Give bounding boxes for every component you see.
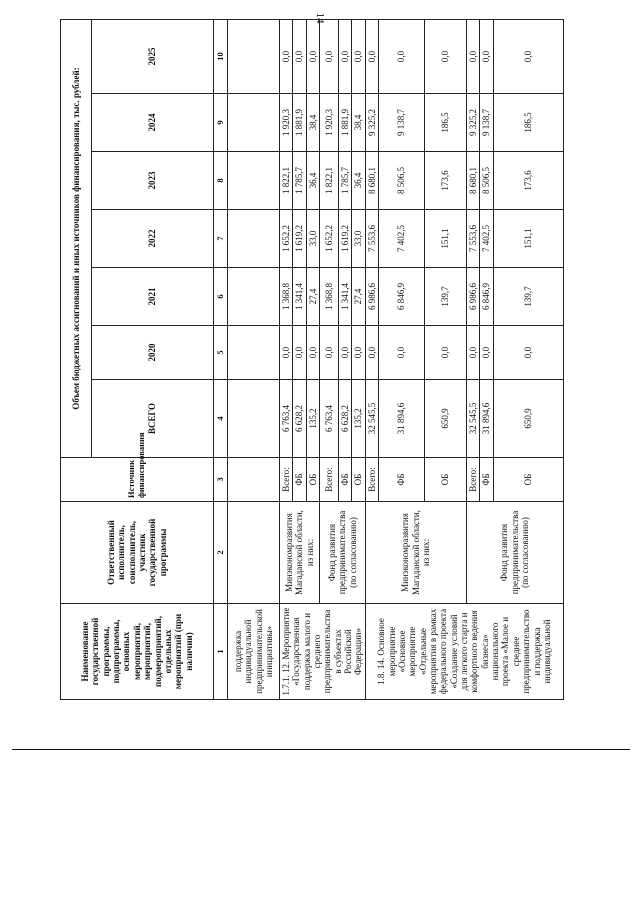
column-number: 7 — [214, 210, 228, 268]
value-cell: 6 763,4 — [280, 380, 293, 458]
header-year-total: ВСЕГО — [91, 380, 213, 458]
value-cell: 7 553,6 — [467, 210, 480, 268]
value-cell: 0,0 — [467, 326, 480, 380]
source-cell: ОБ — [352, 458, 365, 502]
column-number: 5 — [214, 326, 228, 380]
value-cell: 0,0 — [306, 326, 319, 380]
header-year-2020: 2020 — [91, 326, 213, 380]
value-cell: 32 545,5 — [365, 380, 378, 458]
row-name-cell: 1.8. 14. Основное мероприятие «Основное мероприятие «Отдельные мероприятия в рамках федерального проекта «Создание условий для легкого старта и комфортного ведения бизнеса» национального проекта «Малое и среднее предпринимательство и поддержка индивидуальной — [365, 604, 563, 700]
value-cell: 0,0 — [493, 19, 563, 93]
executor-cell: Фонд развития предпринимательства (по согласованию) — [320, 502, 366, 604]
horizontal-rule — [12, 749, 630, 750]
value-cell: 0,0 — [480, 19, 493, 93]
value-cell: 6 846,9 — [480, 268, 493, 326]
value-cell: 0,0 — [293, 326, 306, 380]
column-number: 9 — [214, 94, 228, 152]
value-cell: 139,7 — [425, 268, 467, 326]
executor-cell: Фонд развития предпринимательства (по согласованию) — [467, 502, 564, 604]
value-cell: 173,6 — [425, 152, 467, 210]
value-cell: 1 652,2 — [280, 210, 293, 268]
value-cell: 8 506,5 — [480, 152, 493, 210]
value-cell: 0,0 — [379, 326, 425, 380]
row-name-cell: 1.7.1. 12. Мероприятие «Государственная поддержка малого и среднего предпринимательства в субъектах Российской Федерации» — [280, 604, 366, 700]
value-cell: 27,4 — [306, 268, 319, 326]
value-cell: 36,4 — [352, 152, 365, 210]
page-number: 14 — [314, 12, 326, 24]
source-cell: ФБ — [293, 458, 306, 502]
value-cell: 6 763,4 — [320, 380, 339, 458]
value-cell: 1 368,8 — [280, 268, 293, 326]
value-cell: 7 402,5 — [480, 210, 493, 268]
value-cell: 0,0 — [320, 326, 339, 380]
source-cell: ОБ — [493, 458, 563, 502]
value-cell: 1 619,2 — [339, 210, 352, 268]
value-cell: 9 325,2 — [467, 94, 480, 152]
header-year-2021: 2021 — [91, 268, 213, 326]
value-cell: 32 545,5 — [467, 380, 480, 458]
value-cell: 135,2 — [306, 380, 319, 458]
value-cell: 186,5 — [493, 94, 563, 152]
value-cell: 1 822,1 — [280, 152, 293, 210]
column-number: 6 — [214, 268, 228, 326]
value-cell: 9 138,7 — [379, 94, 425, 152]
value-cell: 0,0 — [352, 326, 365, 380]
header-year-2023: 2023 — [91, 152, 213, 210]
value-cell: 0,0 — [352, 19, 365, 93]
row-name-cell: поддержка индивидуальной предпринимательской инициативы» — [228, 604, 280, 700]
source-cell: Всего: — [280, 458, 293, 502]
value-cell: 0,0 — [493, 326, 563, 380]
value-cell: 0,0 — [379, 19, 425, 93]
value-cell: 0,0 — [425, 19, 467, 93]
table-row — [320, 19, 339, 699]
value-cell: 1 341,4 — [339, 268, 352, 326]
value-cell: 1 368,8 — [320, 268, 339, 326]
value-cell: 8 680,1 — [365, 152, 378, 210]
value-cell: 0,0 — [365, 19, 378, 93]
value-cell: 173,6 — [493, 152, 563, 210]
value-cell: 0,0 — [425, 326, 467, 380]
value-cell: 151,1 — [493, 210, 563, 268]
value-cell: 0,0 — [480, 326, 493, 380]
value-cell: 8 506,5 — [379, 152, 425, 210]
value-cell: 7 553,6 — [365, 210, 378, 268]
value-cell: 151,1 — [425, 210, 467, 268]
table-row — [365, 19, 378, 699]
executor-cell: Минэкономразвития Магаданской области, из них: — [365, 502, 466, 604]
header-year-2024: 2024 — [91, 94, 213, 152]
value-cell: 0,0 — [280, 19, 293, 93]
value-cell: 9 325,2 — [365, 94, 378, 152]
value-cell: 27,4 — [352, 268, 365, 326]
funding-table — [60, 19, 564, 700]
value-cell: 1 341,4 — [293, 268, 306, 326]
column-number: 4 — [214, 380, 228, 458]
source-cell: Всего: — [365, 458, 378, 502]
value-cell: 38,4 — [352, 94, 365, 152]
value-cell: 1 822,1 — [320, 152, 339, 210]
column-number: 3 — [214, 458, 228, 502]
value-cell: 0,0 — [467, 19, 480, 93]
value-cell: 8 680,1 — [467, 152, 480, 210]
source-cell: Всего: — [467, 458, 480, 502]
header-year-2022: 2022 — [91, 210, 213, 268]
value-cell: 0,0 — [320, 19, 339, 93]
value-cell: 1 920,3 — [280, 94, 293, 152]
column-number: 2 — [214, 502, 228, 604]
value-cell: 0,0 — [280, 326, 293, 380]
header-executor-col: Ответственный исполнитель, соисполнитель, участник государственной программы — [61, 502, 214, 604]
value-cell: 33,0 — [352, 210, 365, 268]
value-cell: 31 894,6 — [480, 380, 493, 458]
table-row — [228, 19, 280, 699]
value-cell: 38,4 — [306, 94, 319, 152]
value-cell: 0,0 — [365, 326, 378, 380]
value-cell: 6 846,9 — [379, 268, 425, 326]
value-cell: 6 628,2 — [339, 380, 352, 458]
value-cell: 1 785,7 — [339, 152, 352, 210]
value-cell: 9 138,7 — [480, 94, 493, 152]
source-cell: Всего: — [320, 458, 339, 502]
value-cell: 1 785,7 — [293, 152, 306, 210]
table-row — [280, 19, 293, 699]
rotated-table-container — [60, 20, 624, 700]
value-cell: 650,9 — [425, 380, 467, 458]
header-year-2025: 2025 — [91, 19, 213, 93]
value-cell: 6 986,6 — [467, 268, 480, 326]
value-cell: 1 881,9 — [339, 94, 352, 152]
value-cell: 7 402,5 — [379, 210, 425, 268]
executor-cell: Минэкономразвития Магаданской области, из них: — [280, 502, 320, 604]
value-cell: 1 920,3 — [320, 94, 339, 152]
value-cell: 1 619,2 — [293, 210, 306, 268]
value-cell: 650,9 — [493, 380, 563, 458]
header-funding-group: Объем бюджетных ассигнований и иных источников финансирования, тыс. рублей: — [61, 19, 92, 457]
source-cell: ФБ — [379, 458, 425, 502]
header-name-col: Наименование государственной программы, подпрограммы, основных мероприятий, мероприятий, подмероприятий, отдельных мероприятий (при наличии) — [61, 604, 214, 700]
column-number-row — [214, 19, 228, 699]
table-row — [467, 19, 480, 699]
value-cell: 139,7 — [493, 268, 563, 326]
value-cell: 0,0 — [339, 19, 352, 93]
value-cell: 36,4 — [306, 152, 319, 210]
value-cell: 0,0 — [339, 326, 352, 380]
value-cell: 6 986,6 — [365, 268, 378, 326]
value-cell: 1 652,2 — [320, 210, 339, 268]
header-source-col: Источник финансирования — [61, 458, 214, 502]
value-cell: 1 881,9 — [293, 94, 306, 152]
column-number: 8 — [214, 152, 228, 210]
value-cell: 6 628,2 — [293, 380, 306, 458]
source-cell: ФБ — [480, 458, 493, 502]
column-number: 10 — [214, 19, 228, 93]
column-number: 1 — [214, 604, 228, 700]
value-cell: 135,2 — [352, 380, 365, 458]
value-cell: 33,0 — [306, 210, 319, 268]
value-cell: 31 894,6 — [379, 380, 425, 458]
source-cell: ОБ — [425, 458, 467, 502]
value-cell: 186,5 — [425, 94, 467, 152]
source-cell: ФБ — [339, 458, 352, 502]
source-cell: ОБ — [306, 458, 319, 502]
value-cell: 0,0 — [306, 19, 319, 93]
value-cell: 0,0 — [293, 19, 306, 93]
